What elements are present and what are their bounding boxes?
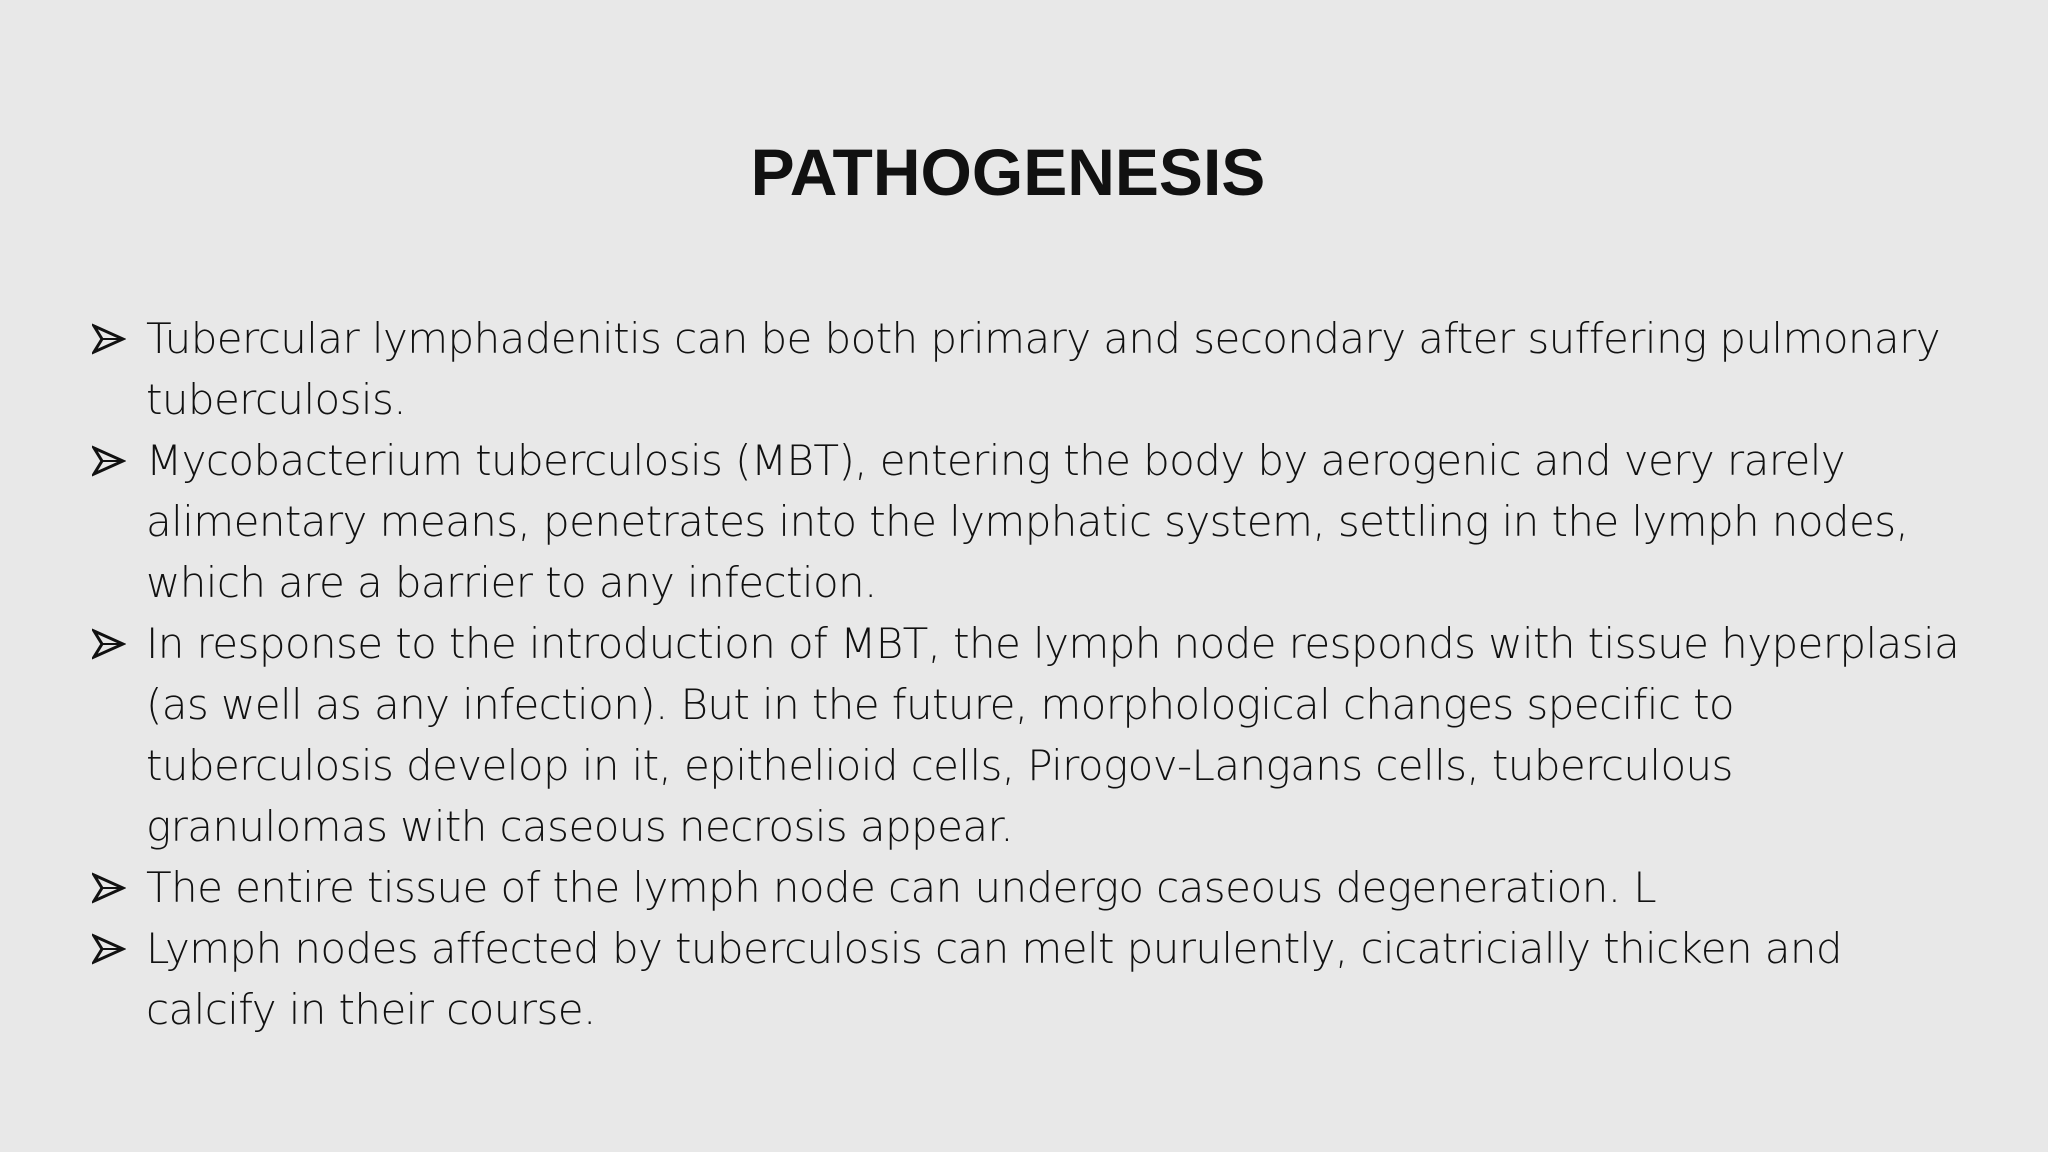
arrow-bullet-icon <box>92 933 126 965</box>
arrow-bullet-icon <box>92 628 126 660</box>
arrow-bullet-icon <box>92 323 126 355</box>
arrow-bullet-icon <box>92 872 126 904</box>
bullet-item <box>92 857 1972 918</box>
bullet-text: Mycobacterium tuberculosis (MBT), entering the body by aerogenic and very rarely alimentary means, penetrates into the lymphatic system, settling in the lymph nodes, which are a barrier to any infection. <box>146 436 1909 607</box>
bullet-text: The entire tissue of the lymph node can undergo caseous degeneration. L <box>146 863 1657 912</box>
slide-title: PATHOGENESIS <box>750 135 1266 209</box>
bullet-item <box>92 308 1972 430</box>
bullet-list <box>92 308 1972 1040</box>
bullet-item <box>92 430 1972 613</box>
bullet-item <box>92 918 1972 1040</box>
arrow-bullet-icon <box>92 445 126 477</box>
bullet-text: Lymph nodes affected by tuberculosis can melt purulently, cicatricially thicken and calcify in their course. <box>146 924 1842 1034</box>
bullet-text: In response to the introduction of MBT, the lymph node responds with tissue hyperplasia (as well as any infection). But in the future, morphological changes specific to tuberculosis develop in it, epithelioid cells, Pirogov-Langans cells, tuberculous granulomas with caseous necrosis appear. <box>146 619 1960 851</box>
bullet-text: Tubercular lymphadenitis can be both primary and secondary after suffering pulmonary tuberculosis. <box>146 314 1940 424</box>
bullet-item <box>92 613 1972 857</box>
